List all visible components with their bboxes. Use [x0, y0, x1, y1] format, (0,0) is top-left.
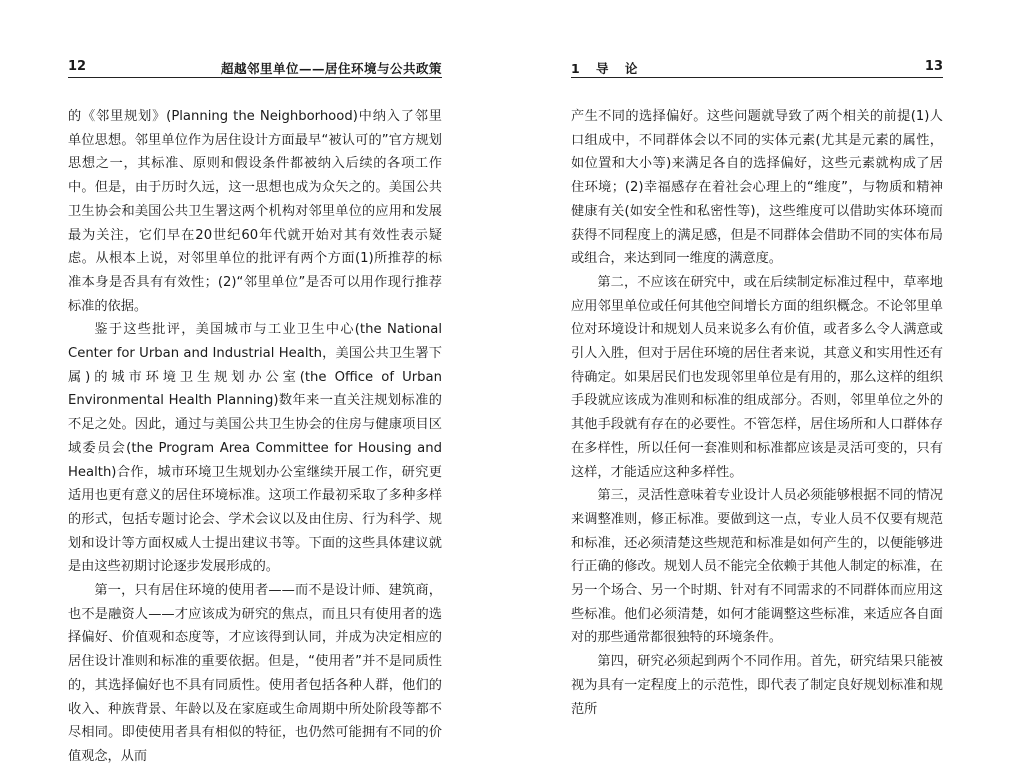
left-page: [0, 0, 505, 764]
right-page-number: 13: [924, 59, 943, 74]
left-page-body: [68, 105, 442, 769]
left-header-rule: [68, 77, 442, 78]
paragraph: 鉴于这些批评，美国城市与工业卫生中心(the National Center for Urban and Industrial Health，美国公共卫生署下属)的城市环境卫生规划办公室(the Office of Urban Environmental Health Planning)数年来一直关注规划标准的不足之处。因此，通过与美国公共卫生协会的住房与健康项目区域委员会(the Program Area Committee for Housing and Health)合作，城市环境卫生规划办公室继续开展工作，研究更适用也更有意义的居住环境标准。这项工作最初采取了多种多样的形式，包括专题讨论会、学术会议以及由住房、行为科学、规划和设计等方面权威人士提出建议书等。下面的这些具体建议就是由这些初期讨论逐步发展形成的。: [68, 322, 442, 575]
left-running-title: 超越邻里单位——居住环境与公共政策: [220, 61, 442, 76]
paragraph: 第三，灵活性意味着专业设计人员必须能够根据不同的情况来调整准则，修正标准。要做到这一点，专业人员不仅要有规范和标准，还必须清楚这些规范和标准是如何产生的，以便能够进行正确的修改。规划人员不能完全依赖于其他人制定的标准，在另一个场合、另一个时期、针对有不同需求的不同群体而应用这些标准。他们必须清楚，如何才能调整这些标准，来适应各自面对的那些通常都很独特的环境条件。: [571, 488, 943, 646]
right-page: [505, 0, 1010, 750]
right-running-title: 1 导 论: [571, 61, 644, 76]
paragraph: 第二，不应该在研究中，或在后续制定标准过程中，草率地应用邻里单位或任何其他空间增长方面的组织概念。不论邻里单位对环境设计和规划人员来说多么有价值，或者多么令人满意或引人入胜，但对于居住环境的居住者来说，其意义和实用性还有待确定。如果居民们也发现邻里单位是有用的，那么这样的组织手段就应该成为准则和标准的组成部分。否则，邻里单位之外的其他手段就有存在的必要性。不管怎样，居住场所和人口群体存在多样性，所以任何一套准则和标准都应该是灵活可变的，只有这样，才能适应这种多样性。: [571, 274, 943, 480]
left-page-number: 12: [68, 59, 87, 74]
paragraph: 第四，研究必须起到两个不同作用。首先，研究结果只能被视为具有一定程度上的示范性，即代表了制定良好规划标准和规范所: [571, 654, 943, 717]
paragraph: 的《邻里规划》(Planning the Neighborhood)中纳入了邻里单位思想。邻里单位作为居住设计方面最早“被认可的”官方规划思想之一，其标准、原则和假设条件都被纳入后续的各项工作中。但是，由于历时久远，这一思想也成为众矢之的。美国公共卫生协会和美国公共卫生署这两个机构对邻里单位的应用和发展最为关注，它们早在20世纪60年代就开始对其有效性表示疑虑。从根本上说，对邻里单位的批评有两个方面(1)所推荐的标准本身是否具有有效性；(2)“邻里单位”是否可以用作现行推荐标准的依据。: [68, 109, 442, 314]
right-page-header: [571, 55, 943, 75]
paragraph: 第一，只有居住环境的使用者——而不是设计师、建筑商，也不是融资人——才应该成为研究的焦点，而且只有使用者的选择偏好、价值观和态度等，才应该得到认同，并成为决定相应的居住设计准则和标准的重要依据。但是，“使用者”并不是同质性的，其选择偏好也不具有同质性。使用者包括各种人群，他们的收入、种族背景、年龄以及在家庭或生命周期中所处阶段等都不尽相同。即使使用者具有相似的特征，也仍然可能拥有不同的价值观念，从而: [68, 583, 442, 764]
right-header-rule: [571, 77, 943, 78]
left-page-header: [68, 55, 442, 75]
right-page-body: [571, 105, 943, 721]
paragraph: 产生不同的选择偏好。这些问题就导致了两个相关的前提(1)人口组成中，不同群体会以不同的实体元素(尤其是元素的属性，如位置和大小等)来满足各自的选择偏好，这些元素就构成了居住环境；(2)幸福感存在着社会心理上的“维度”，与物质和精神健康有关(如安全性和私密性等)，这些维度可以借助实体环境而获得不同程度上的满足感，但是不同群体会借助不同的实体布局或组合，来达到同一维度的满意度。: [571, 109, 943, 267]
